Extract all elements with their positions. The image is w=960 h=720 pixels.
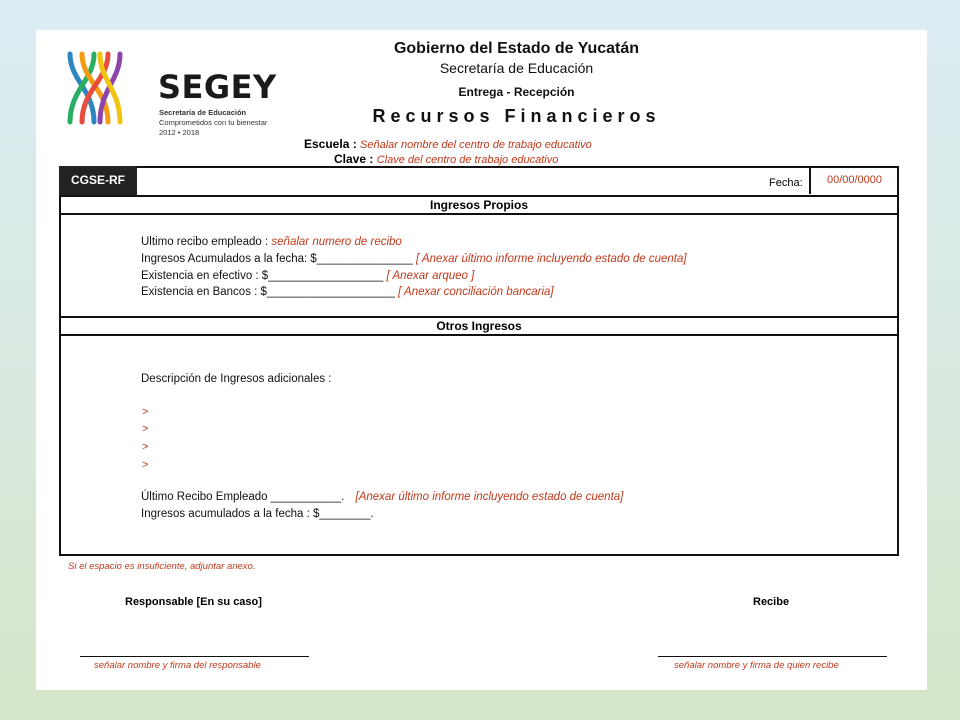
ingresos-acumulados-label: Ingresos Acumulados a la fecha: $_______________ [141,253,413,265]
bullet-item: > [142,423,149,435]
section-ingresos-propios: Ingresos Propios [59,195,899,215]
ultimo-recibo-row [141,236,402,248]
responsable-signature-line [80,656,309,657]
ultimo-recibo-empleado-hint: [Anexar último informe incluyendo estado de cuenta] [355,491,624,503]
brand-name: SEGEY [158,68,277,106]
footnote: Si el espacio es insuficiente, adjuntar anexo. [68,561,256,572]
ingresos-acumulados-otros: Ingresos acumulados a la fecha : $________. [141,508,374,520]
ingresos-acumulados-row [141,253,687,265]
existencia-efectivo-label: Existencia en efectivo : $__________________ [141,270,384,282]
recibe-title: Recibe [753,596,790,608]
existencia-bancos-row [141,286,554,298]
ultimo-recibo-empleado-row [141,491,623,503]
secretaria-title: Secretaría de Educación [439,60,594,76]
existencia-efectivo-row [141,270,474,282]
ultimo-recibo-label: Ultimo recibo empleado : [141,236,269,248]
bullet-item: > [142,459,149,471]
fecha-field[interactable]: 00/00/0000 [809,167,898,194]
clave-row [334,152,558,166]
government-title: Gobierno del Estado de Yucatán [393,40,640,57]
process-title: Entrega - Recepción [458,85,575,99]
responsable-caption: señalar nombre y firma del responsable [94,660,261,671]
responsable-title: Responsable [En su caso] [125,596,262,608]
bullet-item: > [142,406,149,418]
form-code: CGSE-RF [59,166,137,195]
page-title: Recursos Financieros [372,106,661,126]
escuela-row [304,137,592,151]
brand-line-2: Comprometidos con tu bienestar [159,118,268,127]
ultimo-recibo-hint: señalar numero de recibo [271,236,402,248]
escuela-value: Señalar nombre del centro de trabajo educativo [360,139,592,151]
brand-line-3: 2012 • 2018 [159,128,200,137]
section-otros-ingresos: Otros Ingresos [59,316,899,336]
recibe-signature-line [658,656,887,657]
brand-line-1: Secretaría de Educación [159,108,247,117]
ingresos-acumulados-hint: [ Anexar último informe incluyendo estado de cuenta] [415,253,687,265]
clave-label: Clave : [334,152,374,166]
ultimo-recibo-empleado-label: Último Recibo Empleado ___________. [141,491,345,503]
fecha-label: Fecha: [769,177,803,189]
descripcion-label: Descripción de Ingresos adicionales : [141,373,332,385]
existencia-efectivo-hint: [ Anexar arqueo ] [386,270,475,282]
existencia-bancos-hint: [ Anexar conciliación bancaria] [398,286,554,298]
clave-value: Clave del centro de trabajo educativo [376,154,559,166]
recibe-caption: señalar nombre y firma de quien recibe [674,660,839,671]
document-sheet [36,30,927,690]
existencia-bancos-label: Existencia en Bancos : $____________________ [141,286,395,298]
escuela-label: Escuela : [304,137,357,151]
bullet-item: > [142,441,149,453]
